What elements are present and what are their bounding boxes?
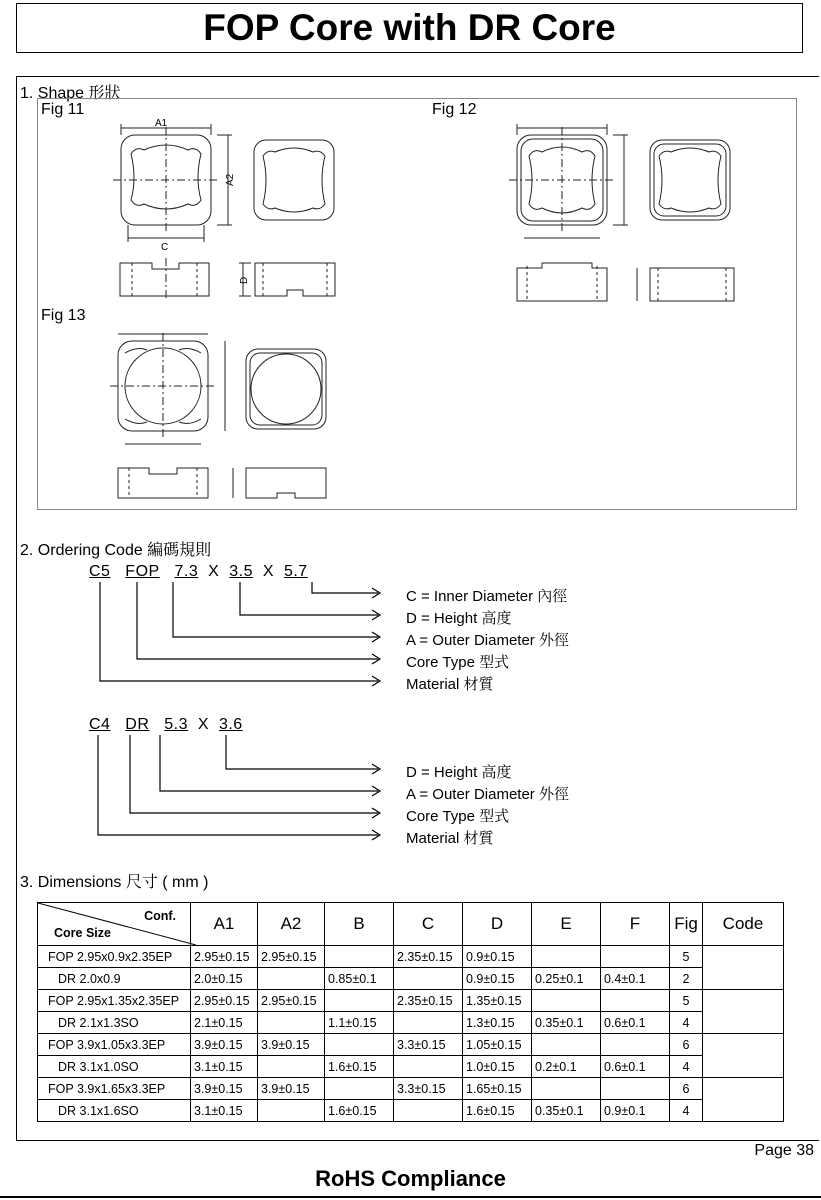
cell-a1: 2.0±0.15: [191, 968, 258, 990]
cell-f: 0.6±0.1: [601, 1056, 670, 1078]
cell-d: 0.9±0.15: [463, 968, 532, 990]
cell-e: [532, 1078, 601, 1100]
cell-fig: 6: [670, 1078, 703, 1100]
cell-e: [532, 990, 601, 1012]
code-material: C5: [89, 563, 111, 580]
cell-a1: 2.95±0.15: [191, 990, 258, 1012]
cell-code: [703, 990, 784, 1034]
row-size: DR 3.1x1.0SO: [38, 1056, 191, 1078]
cell-a1: 2.1±0.15: [191, 1012, 258, 1034]
cell-f: 0.6±0.1: [601, 1012, 670, 1034]
cell-fig: 5: [670, 990, 703, 1012]
code-sep: X: [197, 716, 210, 733]
cell-f: 0.9±0.1: [601, 1100, 670, 1122]
code1-label-inner: C = Inner Diameter 內徑: [406, 588, 568, 605]
code1-label-height: D = Height 高度: [406, 610, 512, 627]
header-c: C: [394, 903, 463, 946]
fig13-drawing: [110, 333, 326, 498]
cell-code: [703, 946, 784, 990]
header-code: Code: [703, 903, 784, 946]
cell-f: [601, 1034, 670, 1056]
cell-fig: 2: [670, 968, 703, 990]
cell-f: [601, 946, 670, 968]
cell-b: 1.1±0.15: [325, 1012, 394, 1034]
header-f: F: [601, 903, 670, 946]
dim-a2-label: A2: [225, 173, 236, 186]
cell-fig: 4: [670, 1100, 703, 1122]
cell-d: 1.0±0.15: [463, 1056, 532, 1078]
ordering-arrows-2: [90, 733, 390, 843]
cell-d: 1.05±0.15: [463, 1034, 532, 1056]
fig11-label: Fig 11: [41, 101, 85, 118]
ordering-code-fop: [89, 563, 308, 581]
corner-conf-label: Conf.: [144, 909, 176, 923]
code1-label-type: Core Type 型式: [406, 654, 510, 671]
table-row: [38, 1034, 784, 1056]
table-row: [38, 990, 784, 1012]
code-sep: X: [262, 563, 275, 580]
code-type: DR: [125, 716, 150, 733]
cell-e: 0.2±0.1: [532, 1056, 601, 1078]
cell-b: 1.6±0.15: [325, 1100, 394, 1122]
cell-e: [532, 1034, 601, 1056]
row-size: DR 2.1x1.3SO: [38, 1012, 191, 1034]
cell-c: 3.3±0.15: [394, 1078, 463, 1100]
table-row: [38, 1012, 784, 1034]
cell-c: [394, 1012, 463, 1034]
dim-d-label: D: [239, 276, 250, 284]
header-fig: Fig: [670, 903, 703, 946]
cell-c: [394, 1100, 463, 1122]
fig12-drawing: [509, 124, 734, 301]
cell-b: 0.85±0.1: [325, 968, 394, 990]
code-inner: 5.7: [283, 563, 308, 580]
cell-b: [325, 990, 394, 1012]
corner-size-label: Core Size: [54, 926, 111, 940]
table-row: [38, 968, 784, 990]
cell-a1: 2.95±0.15: [191, 946, 258, 968]
row-size: DR 2.0x0.9: [38, 968, 191, 990]
cell-d: 1.35±0.15: [463, 990, 532, 1012]
cell-fig: 4: [670, 1012, 703, 1034]
cell-a2: [258, 968, 325, 990]
code2-label-outer: A = Outer Diameter 外徑: [406, 786, 569, 803]
cell-d: 1.65±0.15: [463, 1078, 532, 1100]
dimensions-table: [37, 902, 784, 1122]
cell-a2: 3.9±0.15: [258, 1034, 325, 1056]
cell-c: [394, 1056, 463, 1078]
fig12-label: Fig 12: [432, 101, 477, 118]
cell-a1: 3.9±0.15: [191, 1078, 258, 1100]
code-type: FOP: [125, 563, 160, 580]
cell-f: [601, 1078, 670, 1100]
code-sep: X: [208, 563, 220, 580]
cell-d: 1.6±0.15: [463, 1100, 532, 1122]
code-material: C4: [89, 716, 111, 733]
code2-label-material: Material 材質: [406, 830, 494, 847]
cell-d: 1.3±0.15: [463, 1012, 532, 1034]
header-e: E: [532, 903, 601, 946]
cell-c: 2.35±0.15: [394, 946, 463, 968]
row-size: DR 3.1x1.6SO: [38, 1100, 191, 1122]
cell-c: [394, 968, 463, 990]
footer-divider: [0, 1196, 821, 1198]
fig11-drawing: [113, 118, 335, 300]
header-a2: A2: [258, 903, 325, 946]
cell-a2: [258, 1012, 325, 1034]
cell-b: [325, 1034, 394, 1056]
row-size: FOP 3.9x1.65x3.3EP: [38, 1078, 191, 1100]
cell-b: 1.6±0.15: [325, 1056, 394, 1078]
cell-e: 0.35±0.1: [532, 1012, 601, 1034]
cell-a2: 2.95±0.15: [258, 946, 325, 968]
cell-fig: 5: [670, 946, 703, 968]
code1-label-material: Material 材質: [406, 676, 494, 693]
cell-e: [532, 946, 601, 968]
page-number: Page 38: [754, 1142, 814, 1159]
cell-a2: 2.95±0.15: [258, 990, 325, 1012]
row-size: FOP 2.95x0.9x2.35EP: [38, 946, 191, 968]
cell-e: 0.35±0.1: [532, 1100, 601, 1122]
cell-a1: 3.1±0.15: [191, 1100, 258, 1122]
cell-fig: 4: [670, 1056, 703, 1078]
rohs-compliance-label: RoHS Compliance: [315, 1166, 506, 1191]
section-ordering-heading: 2. Ordering Code 編碼規則: [20, 542, 212, 559]
cell-f: [601, 990, 670, 1012]
section-dimensions-heading: 3. Dimensions 尺寸 ( mm ): [20, 874, 209, 891]
header-b: B: [325, 903, 394, 946]
row-size: FOP 3.9x1.05x3.3EP: [38, 1034, 191, 1056]
row-size: FOP 2.95x1.35x2.35EP: [38, 990, 191, 1012]
code-outer: 7.3: [174, 563, 199, 580]
cell-c: 2.35±0.15: [394, 990, 463, 1012]
cell-d: 0.9±0.15: [463, 946, 532, 968]
cell-e: 0.25±0.1: [532, 968, 601, 990]
cell-f: 0.4±0.1: [601, 968, 670, 990]
cell-a2: [258, 1100, 325, 1122]
page-title: FOP Core with DR Core: [16, 3, 803, 53]
code-height: 3.5: [229, 563, 253, 580]
code-outer: 5.3: [164, 716, 188, 733]
cell-code: [703, 1034, 784, 1078]
code-height: 3.6: [218, 716, 243, 733]
table-row: [38, 1056, 784, 1078]
ordering-arrows-1: [90, 580, 390, 695]
core-shape-drawings: [37, 98, 797, 510]
fig13-label: Fig 13: [41, 307, 86, 324]
cell-a2: 3.9±0.15: [258, 1078, 325, 1100]
cell-fig: 6: [670, 1034, 703, 1056]
ordering-code-dr: [89, 716, 243, 734]
cell-b: [325, 1078, 394, 1100]
cell-code: [703, 1078, 784, 1122]
table-row: [38, 946, 784, 968]
section-shape-heading: 1. Shape 形狀: [20, 85, 121, 102]
header-d: D: [463, 903, 532, 946]
table-row: [38, 1100, 784, 1122]
cell-c: 3.3±0.15: [394, 1034, 463, 1056]
table-row: [38, 1078, 784, 1100]
table-corner-header: [38, 903, 191, 946]
code1-label-outer: A = Outer Diameter 外徑: [406, 632, 569, 649]
cell-a2: [258, 1056, 325, 1078]
header-a1: A1: [191, 903, 258, 946]
code2-label-type: Core Type 型式: [406, 808, 510, 825]
dim-a1-label: A1: [155, 118, 168, 129]
cell-a1: 3.1±0.15: [191, 1056, 258, 1078]
cell-b: [325, 946, 394, 968]
dim-c-label: C: [161, 242, 169, 253]
cell-a1: 3.9±0.15: [191, 1034, 258, 1056]
code2-label-height: D = Height 高度: [406, 764, 512, 781]
